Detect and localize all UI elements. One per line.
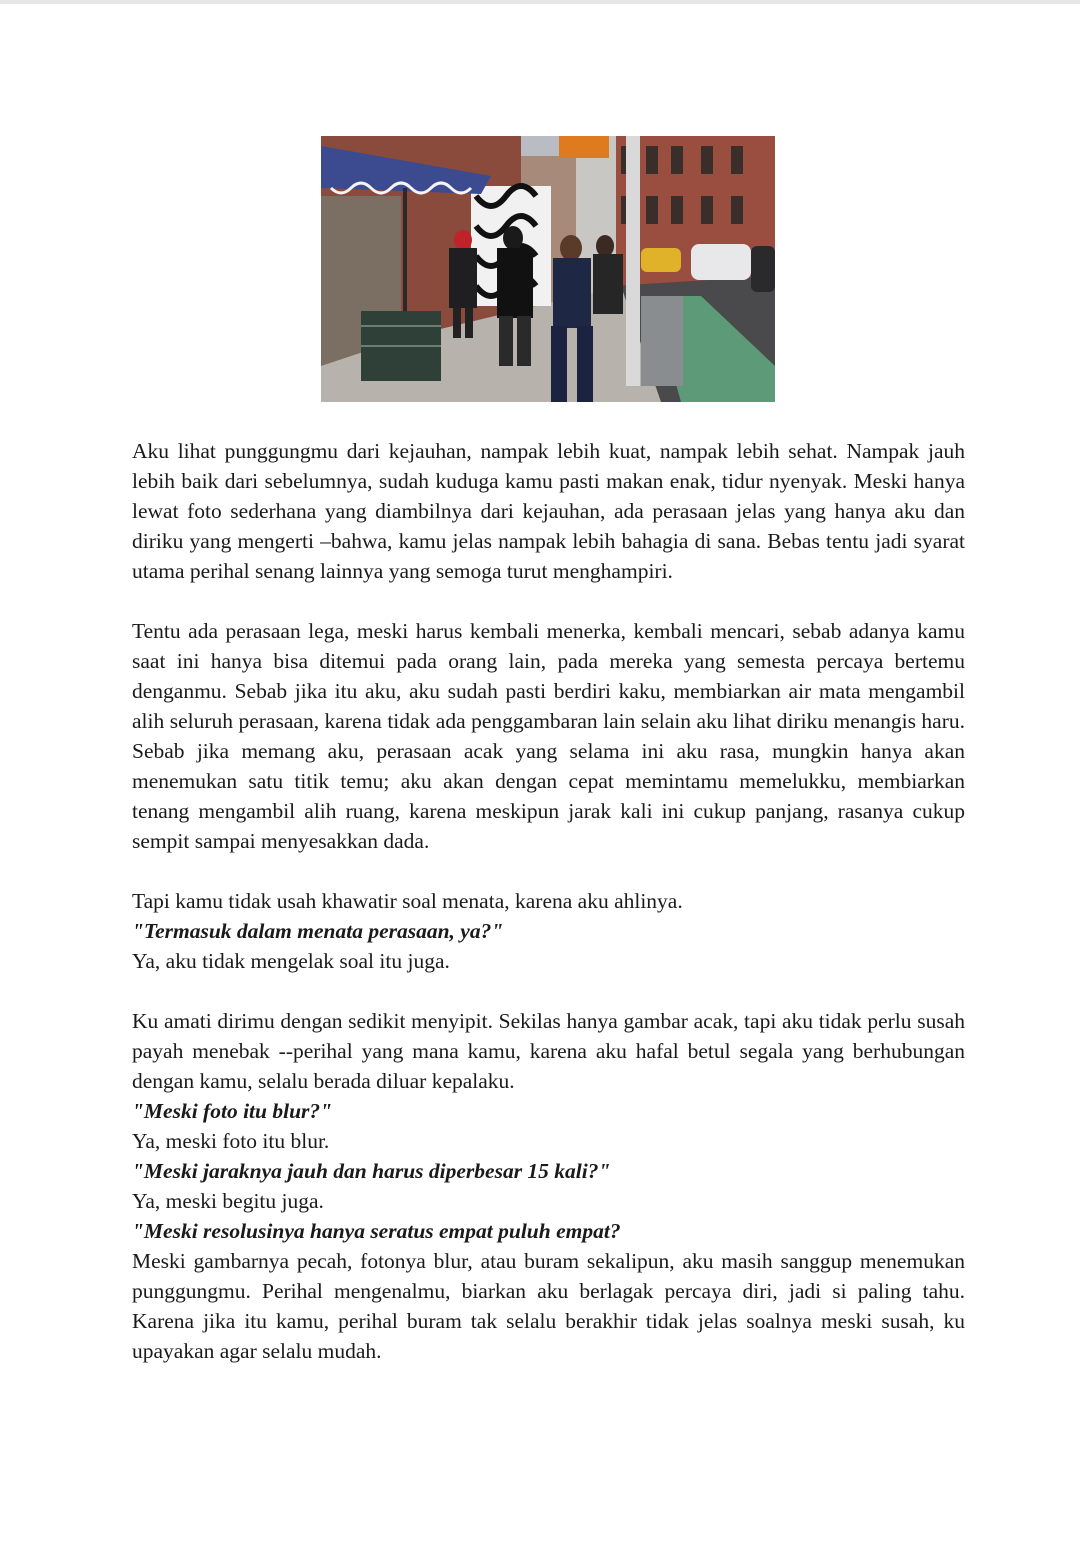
dialog-2-question-1: "Meski foto itu blur?" (132, 1099, 333, 1123)
dialog-2-answer-2: Ya, meski begitu juga. (132, 1189, 324, 1213)
dialog-block-2 (132, 1006, 965, 1366)
dialog-2-question-2: "Meski jaraknya jauh dan harus diperbesar 15 kali?" (132, 1159, 611, 1183)
paragraph-1: Aku lihat punggungmu dari kejauhan, nampak lebih kuat, nampak lebih sehat. Nampak jauh lebih baik dari sebelumnya, sudah kuduga kamu pasti makan enak, tidur nyenyak. Meski hanya lewat foto sederhana yang diambilnya dari kejauhan, ada perasaan jelas yang hanya aku dan diriku yang mengerti –bahwa, kamu jelas nampak lebih bahagia di sana. Bebas tentu jadi syarat utama perihal senang lainnya yang semoga turut menghampiri. (132, 439, 965, 583)
dialog-block-1 (132, 886, 965, 976)
dialog-2-answer-1: Ya, meski foto itu blur. (132, 1129, 330, 1153)
dialog-2-question-3: "Meski resolusinya hanya seratus empat puluh empat? (132, 1219, 621, 1243)
article-body (132, 436, 965, 1366)
paragraph-2: Tentu ada perasaan lega, meski harus kembali menerka, kembali mencari, sebab adanya kamu saat ini hanya bisa ditemui pada orang lain, pada mereka yang semesta percaya bertemu denganmu. Sebab jika itu aku, aku sudah pasti berdiri kaku, membiarkan air mata mengambil alih seluruh perasaan, karena tidak ada penggambaran lain selain aku lihat diriku menangis haru. Sebab jika memang aku, perasaan acak yang selama ini aku rasa, mungkin hanya akan menemukan satu titik temu; aku akan dengan cepat memintamu memelukku, membiarkan tenang mengambil alih ruang, karena meskipun jarak kali ini cukup panjang, rasanya cukup sempit sampai menyesakkan dada. (132, 619, 965, 853)
dialog-2-intro: Ku amati dirimu dengan sedikit menyipit. Sekilas hanya gambar acak, tapi aku tidak perlu susah payah menebak --perihal yang mana kamu, karena aku hafal betul segala yang berhubungan dengan kamu, selalu berada diluar kepalaku. (132, 1009, 965, 1093)
page-top-edge (0, 0, 1080, 4)
dialog-1-question: "Termasuk dalam menata perasaan, ya?" (132, 919, 504, 943)
dialog-2-closing: Meski gambarnya pecah, fotonya blur, atau buram sekalipun, aku masih sanggup menemukan punggungmu. Perihal mengenalmu, biarkan aku berlagak percaya diri, jadi si paling tahu. Karena jika itu kamu, perihal buram tak selalu berakhir tidak jelas soalnya meski susah, ku upayakan agar selalu mudah. (132, 1249, 965, 1363)
dialog-1-answer: Ya, aku tidak mengelak soal itu juga. (132, 949, 450, 973)
dialog-1-statement: Tapi kamu tidak usah khawatir soal menata, karena aku ahlinya. (132, 889, 683, 913)
street-photo-image (321, 136, 775, 402)
